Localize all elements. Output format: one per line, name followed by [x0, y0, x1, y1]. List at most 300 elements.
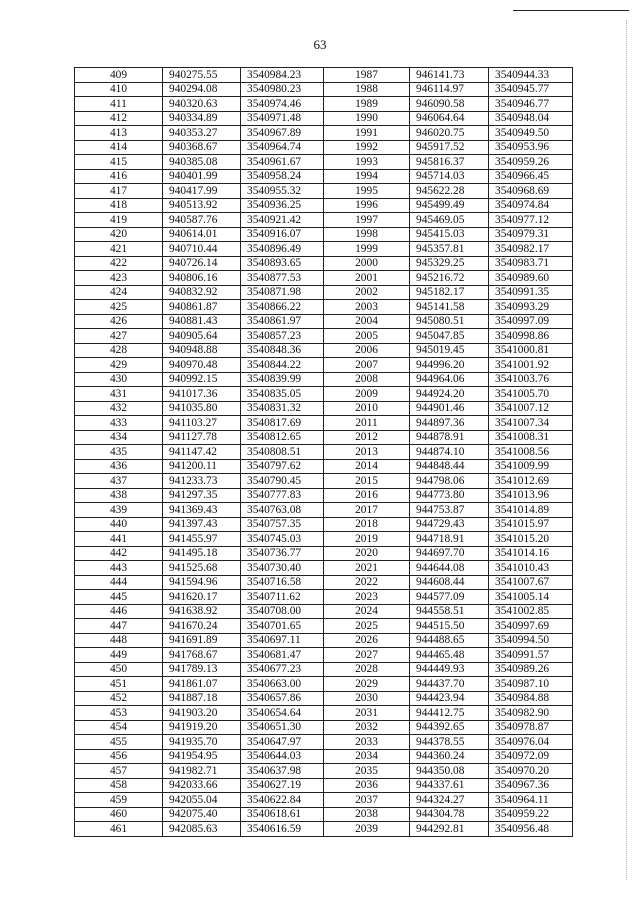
table-row — [75, 97, 573, 112]
point-number-right-cell: 2030 — [324, 691, 410, 706]
x-coordinate-right-cell: 944412.75 — [410, 706, 489, 721]
table-row — [75, 126, 573, 141]
point-number-left-cell: 458 — [75, 778, 163, 793]
x-coordinate-left-cell: 941638.92 — [163, 604, 241, 619]
point-number-left-cell: 447 — [75, 619, 163, 634]
y-coordinate-left-cell: 3540797.62 — [241, 459, 324, 474]
y-coordinate-right-cell: 3540945.77 — [489, 82, 573, 97]
y-coordinate-right-cell: 3540966.45 — [489, 169, 573, 184]
point-number-right-cell: 2033 — [324, 735, 410, 750]
y-coordinate-left-cell: 3540866.22 — [241, 300, 324, 315]
y-coordinate-right-cell: 3541015.97 — [489, 517, 573, 532]
x-coordinate-left-cell: 940417.99 — [163, 184, 241, 199]
y-coordinate-left-cell: 3540955.32 — [241, 184, 324, 199]
point-number-left-cell: 421 — [75, 242, 163, 257]
table-row — [75, 445, 573, 460]
point-number-left-cell: 460 — [75, 807, 163, 822]
point-number-left-cell: 416 — [75, 169, 163, 184]
table-row — [75, 546, 573, 561]
x-coordinate-right-cell: 944753.87 — [410, 503, 489, 518]
y-coordinate-right-cell: 3540998.86 — [489, 329, 573, 344]
x-coordinate-right-cell: 944378.55 — [410, 735, 489, 750]
table-row — [75, 285, 573, 300]
y-coordinate-left-cell: 3540777.83 — [241, 488, 324, 503]
x-coordinate-right-cell: 944897.36 — [410, 416, 489, 431]
x-coordinate-right-cell: 944798.06 — [410, 474, 489, 489]
table-row — [75, 227, 573, 242]
y-coordinate-left-cell: 3540861.97 — [241, 314, 324, 329]
table-row — [75, 706, 573, 721]
point-number-left-cell: 433 — [75, 416, 163, 431]
x-coordinate-right-cell: 945415.03 — [410, 227, 489, 242]
point-number-left-cell: 449 — [75, 648, 163, 663]
point-number-right-cell: 2019 — [324, 532, 410, 547]
point-number-right-cell: 2023 — [324, 590, 410, 605]
x-coordinate-right-cell: 944515.50 — [410, 619, 489, 634]
x-coordinate-left-cell: 941919.20 — [163, 720, 241, 735]
point-number-left-cell: 415 — [75, 155, 163, 170]
x-coordinate-right-cell: 945499.49 — [410, 198, 489, 213]
point-number-left-cell: 454 — [75, 720, 163, 735]
x-coordinate-left-cell: 941887.18 — [163, 691, 241, 706]
x-coordinate-left-cell: 941127.78 — [163, 430, 241, 445]
point-number-right-cell: 2003 — [324, 300, 410, 315]
table-row — [75, 633, 573, 648]
point-number-left-cell: 429 — [75, 358, 163, 373]
y-coordinate-left-cell: 3540936.25 — [241, 198, 324, 213]
point-number-right-cell: 2014 — [324, 459, 410, 474]
x-coordinate-right-cell: 944292.81 — [410, 822, 489, 837]
x-coordinate-left-cell: 941620.17 — [163, 590, 241, 605]
x-coordinate-left-cell: 941670.24 — [163, 619, 241, 634]
y-coordinate-right-cell: 3541001.92 — [489, 358, 573, 373]
x-coordinate-right-cell: 944874.10 — [410, 445, 489, 460]
y-coordinate-left-cell: 3540839.99 — [241, 372, 324, 387]
x-coordinate-right-cell: 946020.75 — [410, 126, 489, 141]
y-coordinate-right-cell: 3541007.12 — [489, 401, 573, 416]
y-coordinate-right-cell: 3540982.90 — [489, 706, 573, 721]
y-coordinate-right-cell: 3541014.89 — [489, 503, 573, 518]
x-coordinate-right-cell: 945622.28 — [410, 184, 489, 199]
point-number-right-cell: 2035 — [324, 764, 410, 779]
y-coordinate-right-cell: 3540991.35 — [489, 285, 573, 300]
y-coordinate-right-cell: 3541000.81 — [489, 343, 573, 358]
table-row — [75, 561, 573, 576]
x-coordinate-left-cell: 941789.13 — [163, 662, 241, 677]
x-coordinate-left-cell: 942085.63 — [163, 822, 241, 837]
point-number-right-cell: 2006 — [324, 343, 410, 358]
y-coordinate-right-cell: 3540946.77 — [489, 97, 573, 112]
y-coordinate-left-cell: 3540812.65 — [241, 430, 324, 445]
point-number-left-cell: 455 — [75, 735, 163, 750]
x-coordinate-right-cell: 944729.43 — [410, 517, 489, 532]
point-number-right-cell: 2007 — [324, 358, 410, 373]
y-coordinate-left-cell: 3540622.84 — [241, 793, 324, 808]
point-number-left-cell: 448 — [75, 633, 163, 648]
point-number-left-cell: 456 — [75, 749, 163, 764]
y-coordinate-left-cell: 3540730.40 — [241, 561, 324, 576]
point-number-left-cell: 451 — [75, 677, 163, 692]
y-coordinate-left-cell: 3540835.05 — [241, 387, 324, 402]
y-coordinate-left-cell: 3540831.32 — [241, 401, 324, 416]
x-coordinate-left-cell: 942033.66 — [163, 778, 241, 793]
y-coordinate-left-cell: 3540647.97 — [241, 735, 324, 750]
x-coordinate-left-cell: 941982.71 — [163, 764, 241, 779]
y-coordinate-right-cell: 3541013.96 — [489, 488, 573, 503]
x-coordinate-right-cell: 944924.20 — [410, 387, 489, 402]
x-coordinate-right-cell: 944360.24 — [410, 749, 489, 764]
table-row — [75, 749, 573, 764]
y-coordinate-left-cell: 3540984.23 — [241, 68, 324, 83]
point-number-left-cell: 409 — [75, 68, 163, 83]
point-number-right-cell: 2029 — [324, 677, 410, 692]
point-number-left-cell: 452 — [75, 691, 163, 706]
x-coordinate-right-cell: 945816.37 — [410, 155, 489, 170]
point-number-left-cell: 427 — [75, 329, 163, 344]
point-number-right-cell: 2024 — [324, 604, 410, 619]
table-row — [75, 387, 573, 402]
point-number-left-cell: 450 — [75, 662, 163, 677]
x-coordinate-left-cell: 941691.89 — [163, 633, 241, 648]
y-coordinate-right-cell: 3541003.76 — [489, 372, 573, 387]
y-coordinate-left-cell: 3540877.53 — [241, 271, 324, 286]
y-coordinate-right-cell: 3540979.31 — [489, 227, 573, 242]
y-coordinate-left-cell: 3540677.23 — [241, 662, 324, 677]
x-coordinate-left-cell: 941147.42 — [163, 445, 241, 460]
y-coordinate-left-cell: 3540974.46 — [241, 97, 324, 112]
top-rule — [513, 10, 629, 11]
x-coordinate-right-cell: 944718.91 — [410, 532, 489, 547]
point-number-left-cell: 445 — [75, 590, 163, 605]
point-number-left-cell: 412 — [75, 111, 163, 126]
x-coordinate-right-cell: 944437.70 — [410, 677, 489, 692]
x-coordinate-left-cell: 940992.15 — [163, 372, 241, 387]
point-number-right-cell: 1990 — [324, 111, 410, 126]
point-number-right-cell: 2009 — [324, 387, 410, 402]
table-row — [75, 503, 573, 518]
point-number-right-cell: 1989 — [324, 97, 410, 112]
y-coordinate-left-cell: 3540616.59 — [241, 822, 324, 837]
x-coordinate-right-cell: 944488.65 — [410, 633, 489, 648]
y-coordinate-right-cell: 3540970.20 — [489, 764, 573, 779]
y-coordinate-left-cell: 3540896.49 — [241, 242, 324, 257]
point-number-left-cell: 410 — [75, 82, 163, 97]
x-coordinate-right-cell: 944644.08 — [410, 561, 489, 576]
y-coordinate-right-cell: 3540964.11 — [489, 793, 573, 808]
point-number-left-cell: 420 — [75, 227, 163, 242]
table-row — [75, 604, 573, 619]
x-coordinate-left-cell: 941017.36 — [163, 387, 241, 402]
x-coordinate-right-cell: 944465.48 — [410, 648, 489, 663]
x-coordinate-left-cell: 940832.92 — [163, 285, 241, 300]
x-coordinate-left-cell: 940710.44 — [163, 242, 241, 257]
table-row — [75, 619, 573, 634]
y-coordinate-left-cell: 3540893.65 — [241, 256, 324, 271]
y-coordinate-left-cell: 3540790.45 — [241, 474, 324, 489]
y-coordinate-left-cell: 3540745.03 — [241, 532, 324, 547]
table-row — [75, 488, 573, 503]
x-coordinate-left-cell: 942055.04 — [163, 793, 241, 808]
x-coordinate-left-cell: 940970.48 — [163, 358, 241, 373]
x-coordinate-left-cell: 940294.08 — [163, 82, 241, 97]
y-coordinate-right-cell: 3541008.56 — [489, 445, 573, 460]
point-number-left-cell: 411 — [75, 97, 163, 112]
point-number-right-cell: 2026 — [324, 633, 410, 648]
point-number-left-cell: 430 — [75, 372, 163, 387]
point-number-right-cell: 1991 — [324, 126, 410, 141]
y-coordinate-right-cell: 3540984.88 — [489, 691, 573, 706]
y-coordinate-left-cell: 3540701.65 — [241, 619, 324, 634]
point-number-right-cell: 2025 — [324, 619, 410, 634]
table-row — [75, 691, 573, 706]
table-row — [75, 430, 573, 445]
table-row — [75, 271, 573, 286]
y-coordinate-left-cell: 3540961.67 — [241, 155, 324, 170]
x-coordinate-right-cell: 946090.58 — [410, 97, 489, 112]
y-coordinate-left-cell: 3540921.42 — [241, 213, 324, 228]
table-row — [75, 155, 573, 170]
x-coordinate-right-cell: 944304.78 — [410, 807, 489, 822]
y-coordinate-right-cell: 3541009.99 — [489, 459, 573, 474]
x-coordinate-right-cell: 944577.09 — [410, 590, 489, 605]
table-row — [75, 677, 573, 692]
point-number-right-cell: 2037 — [324, 793, 410, 808]
y-coordinate-right-cell: 3540987.10 — [489, 677, 573, 692]
y-coordinate-left-cell: 3540736.77 — [241, 546, 324, 561]
point-number-right-cell: 2022 — [324, 575, 410, 590]
table-row — [75, 82, 573, 97]
x-coordinate-left-cell: 941297.35 — [163, 488, 241, 503]
point-number-right-cell: 2036 — [324, 778, 410, 793]
point-number-left-cell: 444 — [75, 575, 163, 590]
y-coordinate-right-cell: 3540989.26 — [489, 662, 573, 677]
point-number-left-cell: 424 — [75, 285, 163, 300]
y-coordinate-right-cell: 3541010.43 — [489, 561, 573, 576]
y-coordinate-right-cell: 3540993.29 — [489, 300, 573, 315]
y-coordinate-right-cell: 3540989.60 — [489, 271, 573, 286]
table-row — [75, 329, 573, 344]
y-coordinate-left-cell: 3540716.58 — [241, 575, 324, 590]
y-coordinate-right-cell: 3540983.71 — [489, 256, 573, 271]
x-coordinate-right-cell: 945469.05 — [410, 213, 489, 228]
x-coordinate-left-cell: 940334.89 — [163, 111, 241, 126]
y-coordinate-left-cell: 3540651.30 — [241, 720, 324, 735]
y-coordinate-left-cell: 3540971.48 — [241, 111, 324, 126]
point-number-left-cell: 446 — [75, 604, 163, 619]
y-coordinate-left-cell: 3540654.64 — [241, 706, 324, 721]
point-number-right-cell: 2002 — [324, 285, 410, 300]
y-coordinate-left-cell: 3540958.24 — [241, 169, 324, 184]
point-number-left-cell: 428 — [75, 343, 163, 358]
y-coordinate-left-cell: 3540644.03 — [241, 749, 324, 764]
point-number-left-cell: 436 — [75, 459, 163, 474]
x-coordinate-right-cell: 945047.85 — [410, 329, 489, 344]
point-number-left-cell: 442 — [75, 546, 163, 561]
x-coordinate-right-cell: 945357.81 — [410, 242, 489, 257]
x-coordinate-right-cell: 944848.44 — [410, 459, 489, 474]
point-number-right-cell: 2017 — [324, 503, 410, 518]
y-coordinate-right-cell: 3540982.17 — [489, 242, 573, 257]
table-row — [75, 184, 573, 199]
table-row — [75, 140, 573, 155]
y-coordinate-right-cell: 3541005.14 — [489, 590, 573, 605]
point-number-right-cell: 1988 — [324, 82, 410, 97]
y-coordinate-right-cell: 3540976.04 — [489, 735, 573, 750]
x-coordinate-right-cell: 944773.80 — [410, 488, 489, 503]
table-row — [75, 662, 573, 677]
point-number-right-cell: 2008 — [324, 372, 410, 387]
y-coordinate-left-cell: 3540618.61 — [241, 807, 324, 822]
point-number-right-cell: 2018 — [324, 517, 410, 532]
point-number-left-cell: 443 — [75, 561, 163, 576]
point-number-right-cell: 2004 — [324, 314, 410, 329]
y-coordinate-right-cell: 3541015.20 — [489, 532, 573, 547]
point-number-left-cell: 419 — [75, 213, 163, 228]
y-coordinate-right-cell: 3541008.31 — [489, 430, 573, 445]
y-coordinate-left-cell: 3540663.00 — [241, 677, 324, 692]
y-coordinate-right-cell: 3540991.57 — [489, 648, 573, 663]
x-coordinate-left-cell: 940587.76 — [163, 213, 241, 228]
x-coordinate-left-cell: 940881.43 — [163, 314, 241, 329]
y-coordinate-left-cell: 3540708.00 — [241, 604, 324, 619]
x-coordinate-left-cell: 940401.99 — [163, 169, 241, 184]
table-row — [75, 213, 573, 228]
y-coordinate-left-cell: 3540637.98 — [241, 764, 324, 779]
y-coordinate-right-cell: 3541005.70 — [489, 387, 573, 402]
y-coordinate-left-cell: 3540967.89 — [241, 126, 324, 141]
x-coordinate-right-cell: 946141.73 — [410, 68, 489, 83]
point-number-left-cell: 453 — [75, 706, 163, 721]
y-coordinate-left-cell: 3540697.11 — [241, 633, 324, 648]
table-row — [75, 648, 573, 663]
x-coordinate-left-cell: 941495.18 — [163, 546, 241, 561]
table-row — [75, 68, 573, 83]
x-coordinate-right-cell: 945141.58 — [410, 300, 489, 315]
y-coordinate-left-cell: 3540964.74 — [241, 140, 324, 155]
point-number-left-cell: 422 — [75, 256, 163, 271]
x-coordinate-left-cell: 941035.80 — [163, 401, 241, 416]
point-number-right-cell: 2032 — [324, 720, 410, 735]
x-coordinate-left-cell: 941768.67 — [163, 648, 241, 663]
x-coordinate-left-cell: 940726.14 — [163, 256, 241, 271]
y-coordinate-left-cell: 3540757.35 — [241, 517, 324, 532]
y-coordinate-right-cell: 3540967.36 — [489, 778, 573, 793]
y-coordinate-left-cell: 3540657.86 — [241, 691, 324, 706]
point-number-left-cell: 434 — [75, 430, 163, 445]
x-coordinate-right-cell: 944697.70 — [410, 546, 489, 561]
point-number-right-cell: 2005 — [324, 329, 410, 344]
x-coordinate-right-cell: 945714.03 — [410, 169, 489, 184]
x-coordinate-left-cell: 941233.73 — [163, 474, 241, 489]
point-number-right-cell: 2034 — [324, 749, 410, 764]
y-coordinate-right-cell: 3540944.33 — [489, 68, 573, 83]
table-row — [75, 474, 573, 489]
x-coordinate-right-cell: 945329.25 — [410, 256, 489, 271]
x-coordinate-left-cell: 940368.67 — [163, 140, 241, 155]
y-coordinate-left-cell: 3540871.98 — [241, 285, 324, 300]
x-coordinate-left-cell: 940948.88 — [163, 343, 241, 358]
x-coordinate-left-cell: 941397.43 — [163, 517, 241, 532]
point-number-left-cell: 439 — [75, 503, 163, 518]
point-number-left-cell: 431 — [75, 387, 163, 402]
x-coordinate-left-cell: 941935.70 — [163, 735, 241, 750]
point-number-right-cell: 1999 — [324, 242, 410, 257]
y-coordinate-left-cell: 3540627.19 — [241, 778, 324, 793]
y-coordinate-left-cell: 3540711.62 — [241, 590, 324, 605]
x-coordinate-left-cell: 941861.07 — [163, 677, 241, 692]
x-coordinate-left-cell: 941594.96 — [163, 575, 241, 590]
point-number-right-cell: 1997 — [324, 213, 410, 228]
y-coordinate-right-cell: 3541014.16 — [489, 546, 573, 561]
point-number-left-cell: 459 — [75, 793, 163, 808]
x-coordinate-right-cell: 944392.65 — [410, 720, 489, 735]
point-number-right-cell: 1993 — [324, 155, 410, 170]
point-number-right-cell: 2012 — [324, 430, 410, 445]
point-number-right-cell: 1998 — [324, 227, 410, 242]
table-row — [75, 401, 573, 416]
table-row — [75, 358, 573, 373]
y-coordinate-right-cell: 3541007.67 — [489, 575, 573, 590]
y-coordinate-right-cell: 3540994.50 — [489, 633, 573, 648]
table-row — [75, 343, 573, 358]
table-row — [75, 735, 573, 750]
x-coordinate-left-cell: 940806.16 — [163, 271, 241, 286]
x-coordinate-right-cell: 944324.27 — [410, 793, 489, 808]
x-coordinate-right-cell: 944964.06 — [410, 372, 489, 387]
x-coordinate-right-cell: 945216.72 — [410, 271, 489, 286]
point-number-left-cell: 426 — [75, 314, 163, 329]
point-number-right-cell: 2013 — [324, 445, 410, 460]
coordinates-table — [74, 67, 573, 837]
x-coordinate-left-cell: 941903.20 — [163, 706, 241, 721]
table-row — [75, 720, 573, 735]
x-coordinate-left-cell: 940513.92 — [163, 198, 241, 213]
point-number-left-cell: 413 — [75, 126, 163, 141]
x-coordinate-right-cell: 944608.44 — [410, 575, 489, 590]
x-coordinate-right-cell: 944901.46 — [410, 401, 489, 416]
y-coordinate-right-cell: 3540997.69 — [489, 619, 573, 634]
x-coordinate-right-cell: 945019.45 — [410, 343, 489, 358]
table-row — [75, 822, 573, 837]
point-number-left-cell: 457 — [75, 764, 163, 779]
table-row — [75, 416, 573, 431]
y-coordinate-left-cell: 3540763.08 — [241, 503, 324, 518]
y-coordinate-right-cell: 3540949.50 — [489, 126, 573, 141]
table-row — [75, 517, 573, 532]
y-coordinate-right-cell: 3540959.22 — [489, 807, 573, 822]
x-coordinate-left-cell: 940905.64 — [163, 329, 241, 344]
y-coordinate-left-cell: 3540844.22 — [241, 358, 324, 373]
x-coordinate-right-cell: 944350.08 — [410, 764, 489, 779]
table-row — [75, 111, 573, 126]
y-coordinate-left-cell: 3540681.47 — [241, 648, 324, 663]
x-coordinate-right-cell: 946064.64 — [410, 111, 489, 126]
x-coordinate-right-cell: 946114.97 — [410, 82, 489, 97]
x-coordinate-left-cell: 940353.27 — [163, 126, 241, 141]
y-coordinate-right-cell: 3541002.85 — [489, 604, 573, 619]
point-number-right-cell: 2015 — [324, 474, 410, 489]
point-number-right-cell: 1987 — [324, 68, 410, 83]
point-number-left-cell: 432 — [75, 401, 163, 416]
point-number-left-cell: 438 — [75, 488, 163, 503]
y-coordinate-right-cell: 3540997.09 — [489, 314, 573, 329]
point-number-right-cell: 1996 — [324, 198, 410, 213]
point-number-right-cell: 2038 — [324, 807, 410, 822]
y-coordinate-right-cell: 3540948.04 — [489, 111, 573, 126]
y-coordinate-left-cell: 3540980.23 — [241, 82, 324, 97]
point-number-right-cell: 2001 — [324, 271, 410, 286]
table-row — [75, 590, 573, 605]
